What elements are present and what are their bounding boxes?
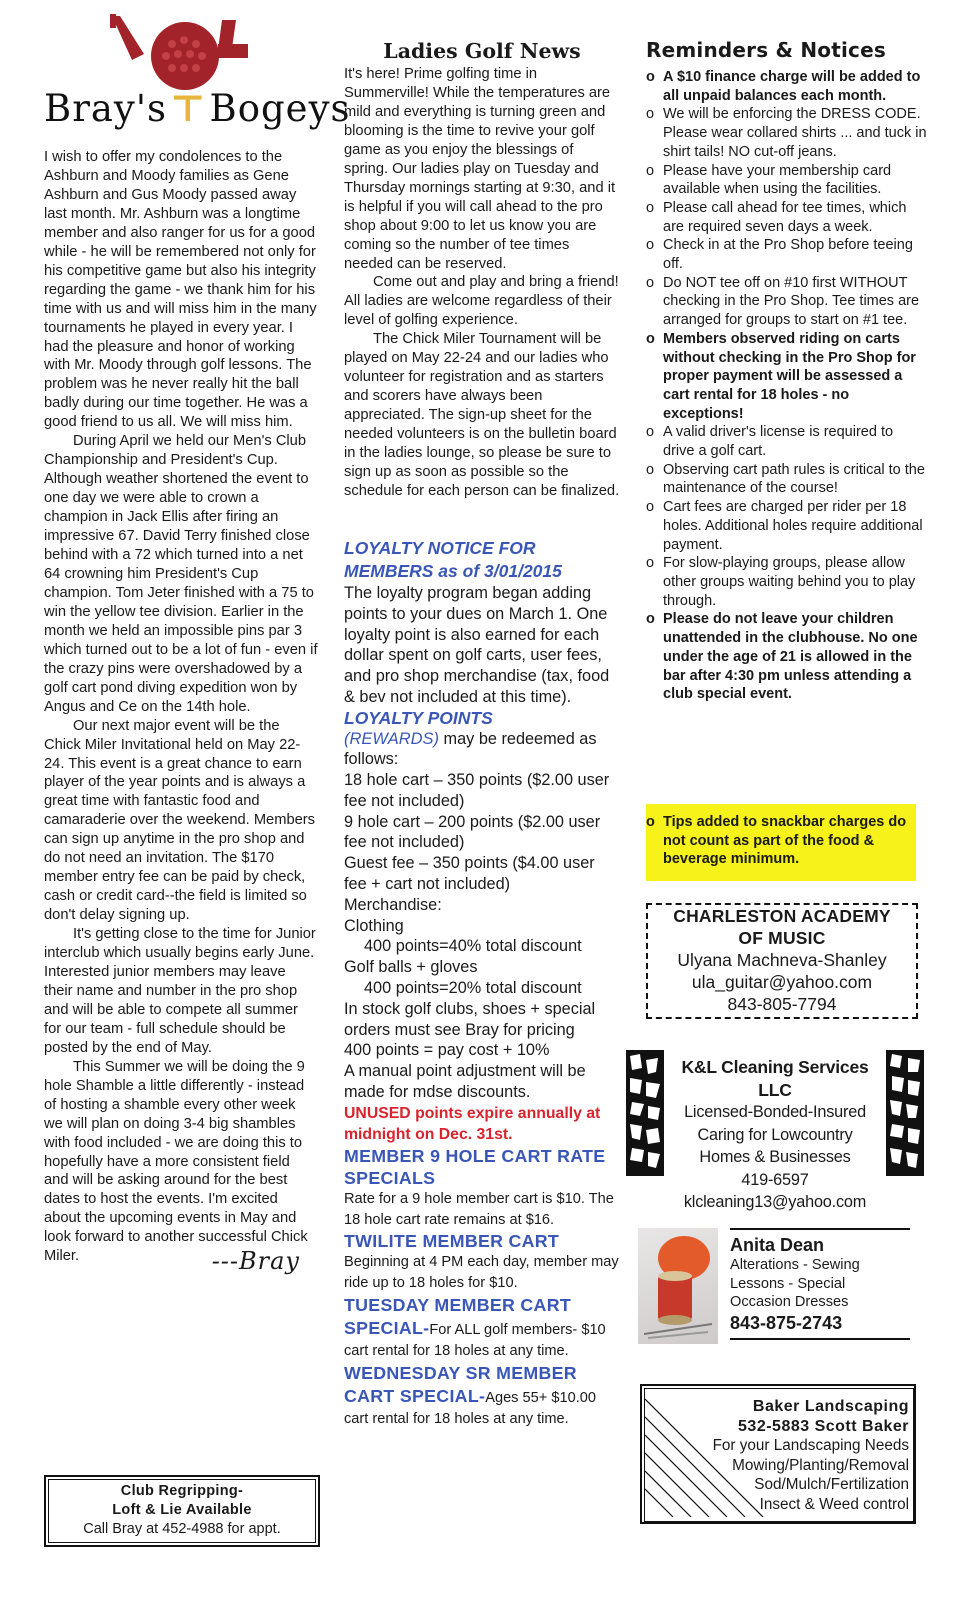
tips-notice: o Tips added to snackbar charges do not count as part of the food & beverage minimum. xyxy=(646,813,916,869)
reward-line: In stock golf clubs, shoes + special orders must see Bray for pricing xyxy=(344,999,596,1039)
special-heading: MEMBER 9 HOLE CART RATE SPECIALS xyxy=(344,1145,606,1188)
ad-line: 419-6597 xyxy=(741,1170,809,1189)
loyalty-section xyxy=(344,583,620,1103)
reminder-item: o A valid driver's license is required to drive a golf cart. xyxy=(646,423,928,460)
ad-line: Caring for Lowcountry xyxy=(697,1125,853,1144)
reminder-item: o Please call ahead for tee times, which are required seven days a week. xyxy=(646,199,928,236)
special-heading: WEDNESDAY SR MEMBER CART SPECIAL- xyxy=(344,1362,577,1407)
reward-line: 9 hole cart – 200 points ($2.00 user fee not included) xyxy=(344,812,601,852)
baker-text xyxy=(713,1397,909,1514)
anita-info xyxy=(730,1228,910,1340)
ladies-golf-article xyxy=(344,65,620,501)
special-wednesday xyxy=(344,1362,620,1430)
giraffe-pattern-icon xyxy=(626,1050,664,1176)
ad-line: klcleaning13@yahoo.com xyxy=(683,1193,867,1211)
rewards-label: (REWARDS) xyxy=(344,729,440,748)
rewards-intro xyxy=(344,729,620,771)
ad-line: Alterations - Sewing xyxy=(730,1257,860,1273)
article-paragraph: During April we held our Men's Club Championship and President's Cup. Although weather shortened the event to one day we were able to crown a champion in Jack Ellis after firing an impressive 67. David Terry finished close behind with a 72 which turned into a net 64 crowning him President's Cup champion. Tom Jeter finished with a 75 to win the yellow tee division. Earlier in the month we held an impossible pins par 3 which turned out to be a lot of fun - even if the crazy pins were overshadowed by a golf cart pond diving expedition won by Angus and Ce on the 14th hole. xyxy=(44,433,318,715)
special-tuesday xyxy=(344,1294,620,1362)
reward-line: Clothing xyxy=(344,916,404,935)
ad-title: Anita Dean xyxy=(730,1228,910,1256)
reminder-item: o Members observed riding on carts without checking in the Pro Shop for proper payment will be assessed a cart rental for 18 holes - no exceptions! xyxy=(646,330,928,424)
article-paragraph: The Chick Miler Tournament will be played on May 22-24 and our ladies who volunteer for registration and as starters and scorers have always been appreciated. The sign-up sheet for the needed volunteers is on the bulletin board in the ladies lounge, so please be sure to sign up as soon as possible so the schedule for each person can be finalized. xyxy=(344,331,620,499)
ad-line: Lessons - Special xyxy=(730,1275,846,1292)
special-body: Rate for a 9 hole member cart is $10. The 18 hole cart rate remains at $16. xyxy=(344,1190,614,1228)
rewards-text: may be redeemed as follows: xyxy=(344,729,597,769)
brays-bogeys-logo xyxy=(44,0,351,148)
regrip-line-3: Call Bray at 452-4988 for appt. xyxy=(83,1521,281,1537)
column-brays-bogeys xyxy=(44,0,351,1537)
reminder-item: o Do NOT tee off on #10 first WITHOUT checking in the Pro Shop. Tee times are arranged for groups to start on #1 tee. xyxy=(646,274,928,330)
ladies-golf-news-title: Ladies Golf News xyxy=(383,39,581,63)
regrip-line-2: Loft & Lie Available xyxy=(112,1502,252,1518)
ad-title: OF MUSIC xyxy=(738,928,826,948)
ad-line: ula_guitar@yahoo.com xyxy=(691,972,873,992)
reward-line: 400 points=40% total discount xyxy=(364,937,582,956)
special-9-hole xyxy=(344,1145,620,1230)
sewing-spool-image xyxy=(638,1228,718,1344)
anita-dean-ad xyxy=(638,1228,916,1348)
special-heading: TWILITE MEMBER CART xyxy=(344,1231,560,1252)
signature: ---Bray xyxy=(211,1247,300,1276)
kl-text xyxy=(666,1056,884,1214)
giraffe-pattern-icon xyxy=(886,1050,924,1176)
ad-title: 532-5883 Scott Baker xyxy=(738,1417,909,1435)
article-paragraph: Our next major event will be the Chick Miler Invitational held on May 22-24. This event is a great chance to earn player of the year points and is always a great time with fantastic food and camaraderie over the weekend. Members can sign up anytime in the pro shop and do not need an invitation. The $170 member entry fee can be paid by check, cash or credit card--the field is limited so don't delay signing up. xyxy=(44,717,316,924)
charleston-academy-ad xyxy=(646,903,918,1019)
reminder-item: o A $10 finance charge will be added to all unpaid balances each month. xyxy=(646,68,928,105)
reward-line: A manual point adjustment will be made for mdse discounts. xyxy=(344,1062,586,1102)
reminder-item: o Observing cart path rules is critical to the maintenance of the course! xyxy=(646,461,928,498)
article-paragraph: Come out and play and bring a friend! All ladies are welcome regardless of their level of golfing experience. xyxy=(344,274,619,329)
reminder-item: o Please do not leave your children unattended in the clubhouse. No one under the age of 21 is allowed in the bar after 4:30 pm unless attending a club special event. xyxy=(646,610,928,704)
loyalty-points-heading: LOYALTY POINTS xyxy=(344,707,493,728)
ad-line: Occasion Dresses xyxy=(730,1294,849,1310)
special-twilite xyxy=(344,1230,620,1293)
brays-bogeys-article xyxy=(44,148,318,1276)
logo-word-right: Bogeys xyxy=(209,87,351,130)
article-paragraph: I wish to offer my condolences to the Ashburn and Moody families as Gene Ashburn and Gus Moody passed away last month. Mr. Ashburn was a longtime member and also ranger for us for a good while - he will be remembered not only for his competitive game but also his integrity regarding the game - we thank him for his time with us and will miss him in the many tournaments he played in every year. I had the pleasure and honor of working with Mr. Moody through golf lessons. The problem was he never really hit the ball badly during our time together. He was a good friend to us all. We will miss him. xyxy=(44,149,317,431)
reward-line: Merchandise: xyxy=(344,895,442,914)
tee-icon: ⊤ xyxy=(170,86,207,130)
special-heading: TUESDAY MEMBER CART SPECIAL- xyxy=(344,1294,572,1339)
ad-line: Ulyana Machneva-Shanley xyxy=(677,950,887,970)
loyalty-notice-heading: LOYALTY NOTICE FOR MEMBERS as of 3/01/2015 xyxy=(344,537,562,581)
ad-line: For your Landscaping Needs xyxy=(712,1437,909,1454)
ad-line: 843-805-7794 xyxy=(727,994,837,1014)
ad-line: Licensed-Bonded-Insured xyxy=(684,1103,866,1121)
baker-landscaping-ad xyxy=(640,1384,916,1524)
column-ladies-golf-news xyxy=(344,0,620,1430)
reminder-item: o Cart fees are charged per rider per 18 holes. Additional holes require additional payment. xyxy=(646,498,928,554)
reward-line: Guest fee – 350 points ($4.00 user fee + cart not included) xyxy=(344,854,595,894)
ad-title: K&L Cleaning Services LLC xyxy=(681,1057,869,1100)
reward-line: 400 points=20% total discount xyxy=(364,979,582,998)
regripping-ad xyxy=(44,1475,320,1547)
regrip-line-1: Club Regripping- xyxy=(120,1483,244,1499)
reward-line: Golf balls + gloves xyxy=(344,958,478,977)
reminders-list xyxy=(646,68,928,704)
article-paragraph: It's getting close to the time for Junior interclub which usually begins early June. Interested junior members may leave their name and number in the pro shop and will be able to compete all summer for our team - full schedule should be posted by the end of May. xyxy=(44,926,316,1056)
reward-line: 400 points = pay cost + 10% xyxy=(344,1041,550,1060)
golf-ball-logo-icon xyxy=(110,14,260,94)
article-paragraph: It's here! Prime golfing time in Summerville! While the temperatures are mild and everything is turning green and blooming is the time to revive your golf game as you enjoy the blessings of spring. Our ladies play on Tuesday and Thursday mornings starting at 9:30, and it is helpful if you will call ahead to the pro shop about 9:00 to let us know you are coming so the number of tee times needed can be reserved. xyxy=(344,66,616,272)
column-reminders xyxy=(646,0,928,1513)
article-paragraph: This Summer we will be doing the 9 hole Shamble a little differently - instead of hosting a shamble every other week we will plan on doing 3-4 big shambles with food included - we are doing this to hopefully have a more consistent field and will be asking around for the best dates to host the events. I'm excited about the upcoming events in May and look forward to another successful Chick Miler. xyxy=(44,1058,308,1265)
points-expire-notice: UNUSED points expire annually at midnight on Dec. 31st. xyxy=(344,1104,601,1143)
ad-title: CHARLESTON ACADEMY xyxy=(673,906,891,926)
reminder-item: o We will be enforcing the DRESS CODE. Please wear collared shirts ... and tuck in shirt tails! NO cut-off jeans. xyxy=(646,105,928,161)
reward-line: 18 hole cart – 350 points ($2.00 user fee not included) xyxy=(344,771,610,810)
logo-wordmark xyxy=(44,86,351,130)
ad-line: Mowing/Planting/Removal xyxy=(732,1456,909,1474)
kl-cleaning-ad xyxy=(626,1050,924,1211)
reminder-item: o For slow-playing groups, please allow other groups waiting behind you to play through. xyxy=(646,554,928,610)
ad-line: Insect & Weed control xyxy=(759,1495,909,1513)
loyalty-intro: The loyalty program began adding points to your dues on March 1. One loyalty point is also earned for each dollar spent on golf carts, user fees, and pro shop merchandise (tax, food & bev not included at this time). xyxy=(344,583,610,706)
logo-word-left: Bray's xyxy=(44,87,167,130)
special-body: For ALL golf members- $10 cart rental for 18 holes at any time. xyxy=(344,1322,606,1360)
ad-line: Sod/Mulch/Fertilization xyxy=(754,1476,909,1493)
special-body: Ages 55+ $10.00 cart rental for 18 holes at any time. xyxy=(344,1390,596,1428)
tips-highlight-box xyxy=(646,804,916,881)
ad-title: Baker Landscaping xyxy=(752,1398,909,1415)
ad-phone: 843-875-2743 xyxy=(730,1312,843,1333)
reminder-item: o Check in at the Pro Shop before teeing off. xyxy=(646,236,928,273)
reminder-item: o Please have your membership card available when using the facilities. xyxy=(646,162,928,199)
reminders-title: Reminders & Notices xyxy=(646,38,886,62)
ad-line: Homes & Businesses xyxy=(699,1148,851,1166)
special-body: Beginning at 4 PM each day, member may ride up to 18 holes for $10. xyxy=(344,1254,619,1291)
